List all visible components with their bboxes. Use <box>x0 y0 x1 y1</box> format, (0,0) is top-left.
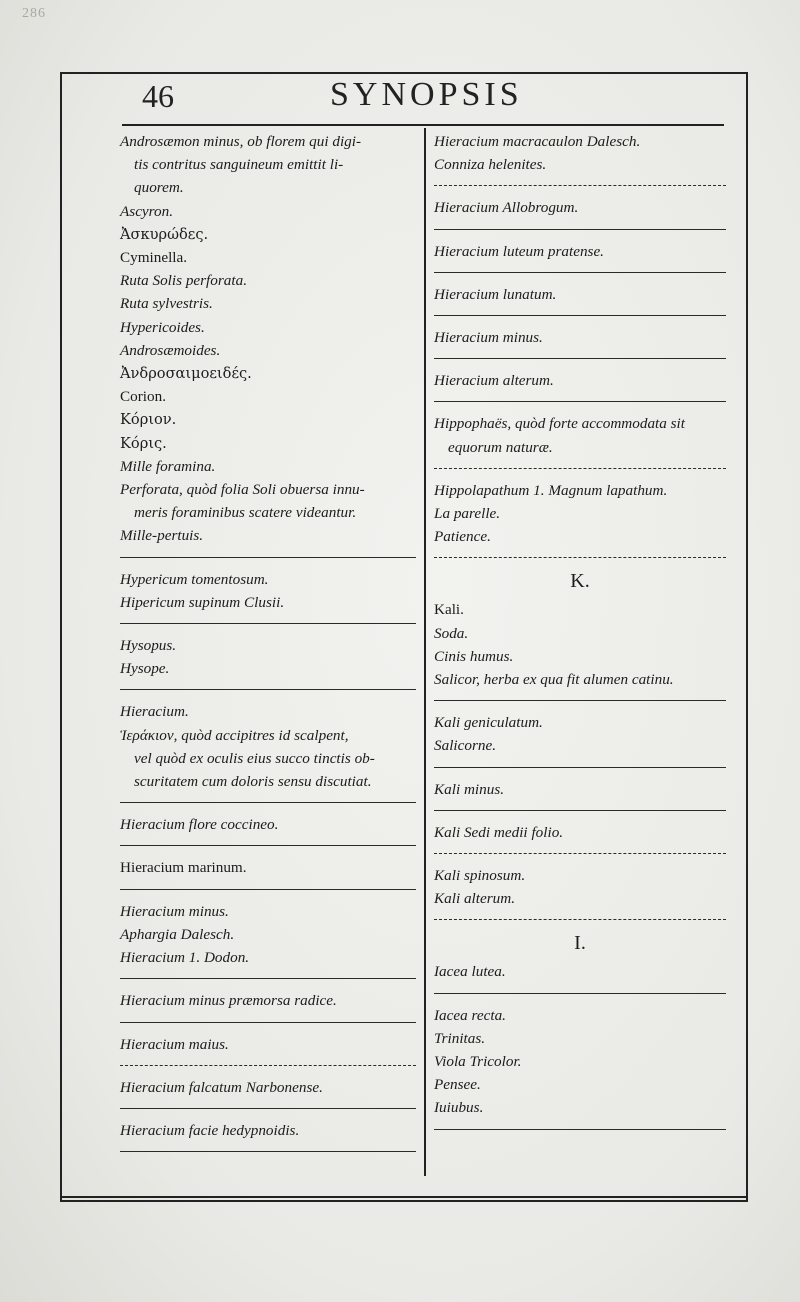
entry-line: Androsæmoides. <box>120 341 221 359</box>
entry-hieracium-minus-r <box>434 326 726 349</box>
entry-line: Salicor, herba ex qua fit alumen catinu. <box>434 671 674 689</box>
entry-line: Hypericum tomentosum. <box>120 570 269 588</box>
entry-line: Viola Tricolor. <box>434 1053 522 1071</box>
entry-line: Hieracium marinum. <box>120 859 247 877</box>
entry-hysopus <box>120 634 416 680</box>
entry-line: Soda. <box>434 624 469 642</box>
entry-hieracium-marinum <box>120 856 416 879</box>
entry-line: equorum naturæ. <box>448 438 553 456</box>
entry-line: Pensee. <box>434 1076 481 1094</box>
section-letter-k: K. <box>570 570 590 593</box>
entry-line-greek: Ἀνδροσαιμοειδές. <box>120 365 252 383</box>
entry-line-greek: Κόριον. <box>120 411 177 429</box>
entry-line: Hieracium facie hedypnoidis. <box>120 1121 300 1139</box>
entry-line: Ἱεράκιον, quòd accipitres id scalpent, <box>120 726 349 744</box>
right-column <box>434 130 726 1140</box>
corner-mark: 286 <box>22 6 46 21</box>
entry-line: Hieracium luteum pratense. <box>434 242 604 260</box>
entry-hippolapathum <box>434 479 726 549</box>
entry-hieracium-luteum <box>434 240 726 263</box>
entry-line: Hieracium flore coccineo. <box>120 816 279 834</box>
entry-kali-spinosum <box>434 864 726 910</box>
entry-line: tis contritus sanguineum emittit li- <box>134 156 344 174</box>
entry-line: Ascyron. <box>120 202 174 220</box>
page-number: 46 <box>142 78 174 114</box>
entry-line: meris foraminibus scatere videantur. <box>134 504 357 522</box>
entry-androsaemon <box>120 130 416 548</box>
entry-line: Corion. <box>120 388 166 406</box>
entry-divider <box>434 1129 726 1130</box>
entry-line: Aphargia Dalesch. <box>120 925 235 943</box>
entry-hieracium-alterum <box>434 369 726 392</box>
entry-line: Salicorne. <box>434 737 497 755</box>
running-title: SYNOPSIS <box>330 76 523 113</box>
entry-divider <box>120 1108 416 1109</box>
entry-line: Mille-pertuis. <box>120 527 204 545</box>
entry-line: Iacea recta. <box>434 1006 506 1024</box>
entry-iacea-recta <box>434 1004 726 1120</box>
entry-hieracium-maius <box>120 1033 416 1056</box>
entry-divider <box>434 185 726 186</box>
entry-hieracium-minus <box>120 900 416 970</box>
entry-divider <box>120 1022 416 1023</box>
footer-rule <box>60 1196 748 1198</box>
entry-line: Ruta sylvestris. <box>120 295 213 313</box>
entry-line: Hysope. <box>120 660 170 678</box>
section-letter-i: I. <box>574 932 586 955</box>
entry-line: Hippophaës, quòd forte accommodata sit <box>434 415 685 433</box>
entry-line: Hieracium lunatum. <box>434 285 557 303</box>
entry-divider <box>434 993 726 994</box>
entry-divider <box>120 1065 416 1066</box>
entry-line: Cinis humus. <box>434 647 514 665</box>
entry-divider <box>434 919 726 920</box>
entry-line: vel quòd ex oculis eius succo tinctis ob- <box>134 749 375 767</box>
entry-divider <box>434 358 726 359</box>
entry-line: Patience. <box>434 528 491 546</box>
entry-divider <box>120 1151 416 1152</box>
entry-line: Hieracium 1. Dodon. <box>120 949 250 967</box>
entry-line: Cyminella. <box>120 249 188 267</box>
entry-line: quorem. <box>134 179 184 197</box>
entry-line: Hieracium maius. <box>120 1035 229 1053</box>
entry-line: Hippolapathum 1. Magnum lapathum. <box>434 481 668 499</box>
entry-line: Kali minus. <box>434 780 505 798</box>
entry-kali-geniculatum <box>434 711 726 757</box>
entry-line: Kali alterum. <box>434 890 516 908</box>
entry-divider <box>434 810 726 811</box>
entry-line-greek: Κόρις. <box>120 434 167 452</box>
entry-line: Hieracium alterum. <box>434 372 554 390</box>
entry-line: Hieracium falcatum Narbonense. <box>120 1078 323 1096</box>
entry-kali-sedi <box>434 821 726 844</box>
left-column <box>120 130 416 1162</box>
header-rule <box>122 124 724 126</box>
entry-line: Hieracium minus præmorsa radice. <box>120 992 337 1010</box>
entry-hieracium-coccineo <box>120 813 416 836</box>
entry-line: Hipericum supinum Clusii. <box>120 593 285 611</box>
entry-line: La parelle. <box>434 505 501 523</box>
entry-line: Iuiubus. <box>434 1099 484 1117</box>
entry-hieracium <box>120 700 416 793</box>
entry-line: Kali. <box>434 601 464 619</box>
entry-line: Kali Sedi medii folio. <box>434 823 564 841</box>
entry-line: Hieracium minus. <box>434 329 543 347</box>
entry-divider <box>434 767 726 768</box>
entry-line: Iacea lutea. <box>434 963 506 981</box>
entry-divider <box>434 700 726 701</box>
entry-line: Trinitas. <box>434 1029 486 1047</box>
entry-line: Ruta Solis perforata. <box>120 272 247 290</box>
entry-divider <box>120 889 416 890</box>
entry-divider <box>120 978 416 979</box>
entry-kali-minus <box>434 778 726 801</box>
entry-divider <box>434 272 726 273</box>
entry-divider <box>120 623 416 624</box>
entry-hypericum <box>120 568 416 614</box>
entry-divider <box>120 557 416 558</box>
entry-divider <box>434 468 726 469</box>
entry-iacea-lutea <box>434 960 726 983</box>
entry-divider <box>120 689 416 690</box>
entry-line: Hypericoides. <box>120 318 205 336</box>
entry-line: Hieracium. <box>120 703 189 721</box>
entry-divider <box>434 557 726 558</box>
entry-line: Hieracium macracaulon Dalesch. <box>434 133 641 150</box>
entry-divider <box>434 229 726 230</box>
entry-line: Perforata, quòd folia Soli obuersa innu- <box>120 481 365 499</box>
entry-divider <box>434 401 726 402</box>
entry-line: Hieracium minus. <box>120 902 229 920</box>
entry-hippophaes <box>434 412 726 458</box>
entry-divider <box>120 802 416 803</box>
entry-line: Mille foramina. <box>120 457 216 475</box>
entry-divider <box>434 853 726 854</box>
entry-hieracium-lunatum <box>434 283 726 306</box>
entry-hieracium-allobrogum <box>434 196 726 219</box>
entry-hieracium-praemorsa <box>120 989 416 1012</box>
entry-line: Kali geniculatum. <box>434 714 543 732</box>
entry-hieracium-macracaulon <box>434 130 726 176</box>
entry-hieracium-hedypnoidis <box>120 1119 416 1142</box>
entry-divider <box>434 315 726 316</box>
entry-line-greek: Ἀσκυρώδες. <box>120 225 209 243</box>
entry-line: scuritatem cum doloris sensu discutiat. <box>134 773 372 791</box>
entry-hieracium-falcatum <box>120 1076 416 1099</box>
entry-line: Kali spinosum. <box>434 867 526 885</box>
entry-line: Androsæmon minus, ob florem qui digi- <box>120 133 362 150</box>
entry-line: Hieracium Allobrogum. <box>434 199 579 217</box>
column-separator <box>424 128 426 1176</box>
entry-line: Conniza helenites. <box>434 156 547 174</box>
entry-line: Hysopus. <box>120 637 177 655</box>
entry-divider <box>120 845 416 846</box>
entry-kali <box>434 598 726 691</box>
